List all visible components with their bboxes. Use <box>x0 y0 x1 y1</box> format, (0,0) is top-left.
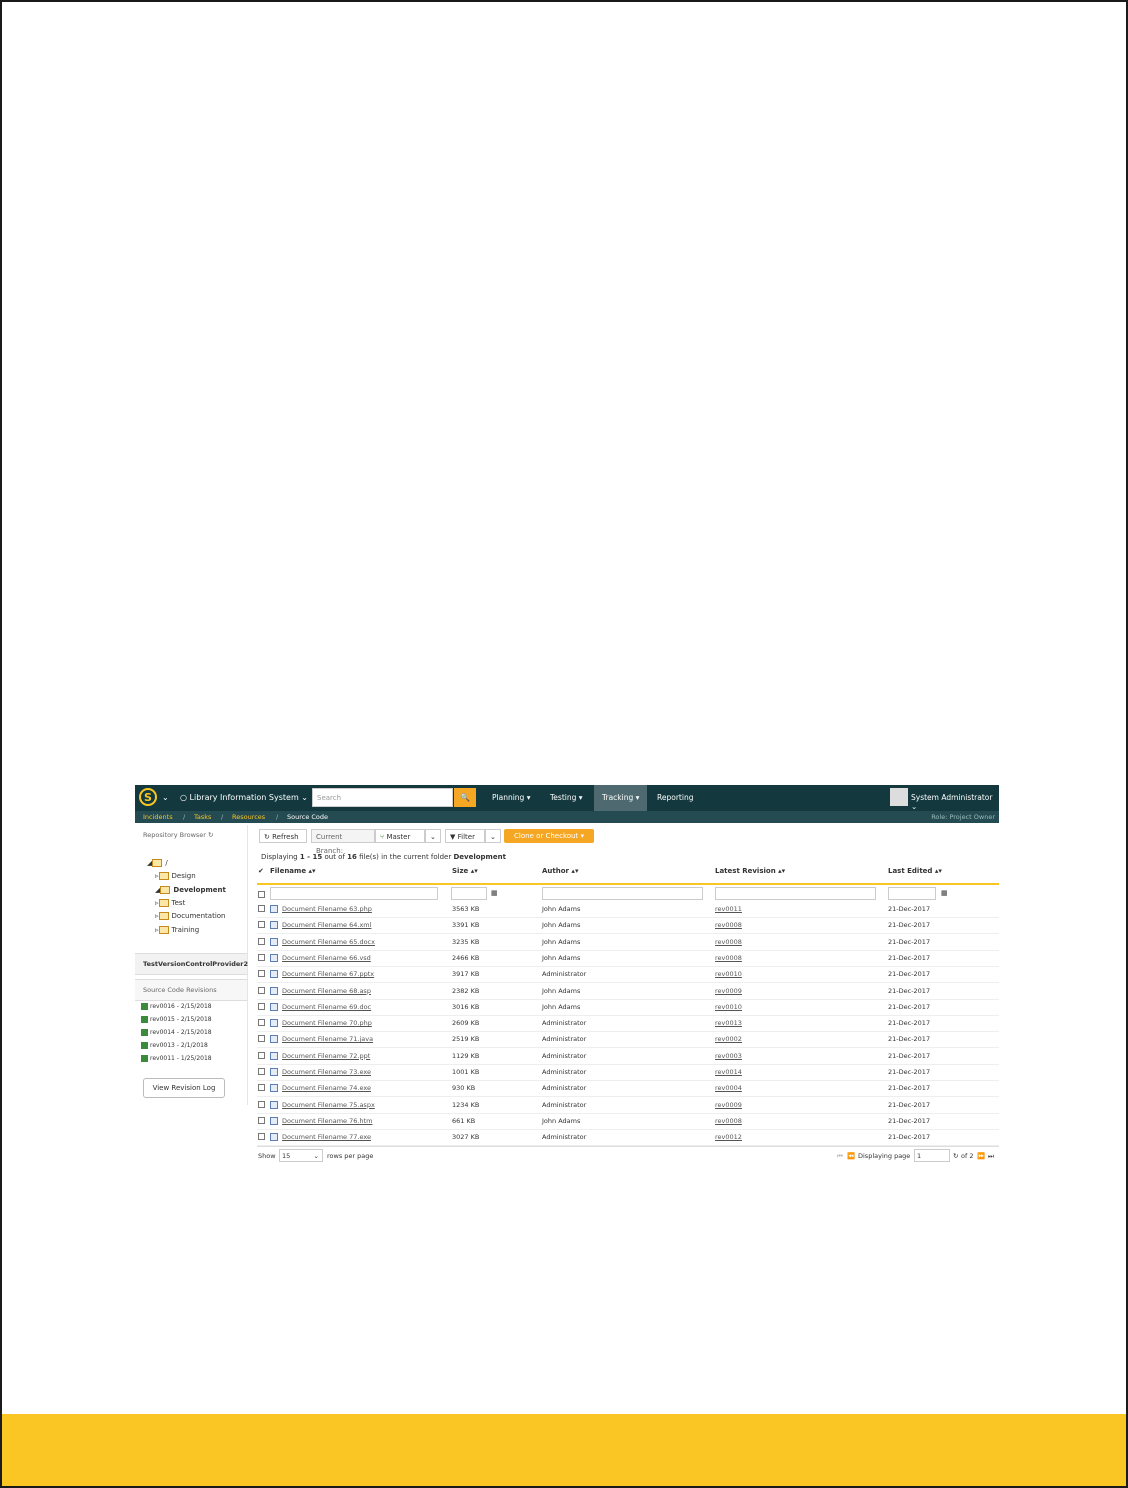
last-edited-date: 21-Dec-2017 <box>888 953 931 962</box>
filter-button[interactable]: ▼ Filter <box>445 829 485 843</box>
last-page-icon[interactable]: ⏭ <box>988 1152 994 1160</box>
revision-icon <box>141 1042 148 1049</box>
user-menu[interactable]: System Administrator ⌄ <box>911 793 993 811</box>
branch-icon: ⑂ <box>380 833 385 841</box>
page-number-input[interactable]: 1 <box>914 1149 950 1162</box>
row-checkbox[interactable] <box>258 1052 265 1059</box>
revision-icon <box>141 1029 148 1036</box>
file-size: 2519 KB <box>452 1035 480 1044</box>
row-checkbox[interactable] <box>258 1084 265 1091</box>
folder-icon <box>159 926 169 934</box>
table-row <box>257 1048 999 1065</box>
revision-link[interactable]: rev0004 <box>715 1084 742 1093</box>
file-author: John Adams <box>542 937 581 946</box>
folder-icon <box>159 899 169 907</box>
file-author: Administrator <box>542 1084 587 1093</box>
breadcrumb-resources[interactable]: Resources <box>232 813 266 821</box>
file-author: John Adams <box>542 953 581 962</box>
file-author: Administrator <box>542 1133 587 1142</box>
revision-link[interactable]: rev0008 <box>715 1116 742 1125</box>
last-edited-date: 21-Dec-2017 <box>888 1084 931 1093</box>
filename-link[interactable]: Document Filename 70.php <box>282 1019 372 1028</box>
table-row <box>257 917 999 934</box>
file-type-icon <box>270 954 278 962</box>
app-screenshot <box>135 785 999 1170</box>
filename-link[interactable]: Document Filename 65.docx <box>282 937 375 946</box>
rows-per-page-select[interactable]: 15 ⌄ <box>279 1149 323 1162</box>
file-size: 3917 KB <box>452 970 480 979</box>
filename-link[interactable]: Document Filename 67.pptx <box>282 970 375 979</box>
filename-link[interactable]: Document Filename 74.exe <box>282 1084 371 1093</box>
file-size: 1234 KB <box>452 1100 480 1109</box>
revisions-title: Source Code Revisions <box>143 986 217 994</box>
row-checkbox[interactable] <box>258 954 265 961</box>
size-filter-input[interactable] <box>451 887 487 900</box>
breadcrumb-incidents[interactable]: Incidents <box>143 813 173 821</box>
revision-link[interactable]: rev0010 <box>715 970 742 979</box>
tree-folder-test[interactable]: ▹ Test <box>155 899 186 907</box>
file-type-icon <box>270 1084 278 1092</box>
table-row <box>257 966 999 983</box>
file-author: John Adams <box>542 1002 581 1011</box>
tree-folder-design[interactable]: ▹ Design <box>155 872 196 880</box>
display-message: Displaying 1 - 15 out of 16 file(s) in the current folder Development <box>261 853 506 861</box>
revision-link[interactable]: rev0009 <box>715 986 742 995</box>
file-type-icon <box>270 987 278 995</box>
chevron-down-icon: ⌄ <box>313 1152 319 1160</box>
file-type-icon <box>270 1133 278 1141</box>
folder-open-icon <box>160 886 170 894</box>
filter-row <box>257 883 999 903</box>
file-type-icon <box>270 921 278 929</box>
first-page-icon[interactable]: ⏮ <box>837 1152 843 1160</box>
file-size: 1001 KB <box>452 1068 480 1076</box>
revision-icon <box>141 1003 148 1010</box>
filename-link[interactable]: Document Filename 72.ppt <box>282 1051 371 1060</box>
filename-link[interactable]: Document Filename 68.asp <box>282 986 371 995</box>
row-checkbox[interactable] <box>258 987 265 994</box>
avatar[interactable] <box>890 788 908 806</box>
filename-link[interactable]: Document Filename 75.aspx <box>282 1100 375 1109</box>
displaying-page-label: Displaying page <box>858 1152 911 1160</box>
filename-link[interactable]: Document Filename 77.exe <box>282 1133 371 1142</box>
last-edited-date: 21-Dec-2017 <box>888 1019 931 1028</box>
file-author: John Adams <box>542 921 581 930</box>
table-row <box>257 934 999 951</box>
table-row <box>257 1064 999 1081</box>
chevron-down-icon[interactable]: ⌄ <box>162 793 169 802</box>
revision-link[interactable]: rev0009 <box>715 1100 742 1109</box>
file-type-icon <box>270 905 278 913</box>
provider-name: TestVersionControlProvider2 <box>143 960 248 968</box>
column-header-latest-revision[interactable]: Latest Revision ▴▾ <box>715 867 786 875</box>
table-row <box>257 983 999 1000</box>
last-edited-date: 21-Dec-2017 <box>888 1100 931 1109</box>
folder-icon <box>159 872 169 880</box>
revision-icon <box>141 1016 148 1023</box>
table-row <box>257 1113 999 1130</box>
last-edited-date: 21-Dec-2017 <box>888 921 931 930</box>
calculator-icon[interactable]: ▦ <box>491 889 498 897</box>
last-edited-date: 21-Dec-2017 <box>888 1002 931 1011</box>
file-size: 3563 KB <box>452 905 480 913</box>
revision-item[interactable]: rev0011 - 1/25/2018 <box>141 1055 212 1062</box>
filename-filter-input[interactable] <box>270 887 438 900</box>
file-author: John Adams <box>542 986 581 995</box>
file-size: 3235 KB <box>452 937 480 946</box>
filename-link[interactable]: Document Filename 69.doc <box>282 1002 372 1011</box>
spira-logo-icon[interactable]: S <box>139 788 157 806</box>
file-size: 3016 KB <box>452 1002 480 1011</box>
revision-link[interactable]: rev0013 <box>715 1019 742 1028</box>
revisions-header <box>135 979 247 1001</box>
branch-selector[interactable]: ⑂ Master <box>375 829 425 843</box>
table-row <box>257 950 999 967</box>
file-size: 2609 KB <box>452 1019 480 1028</box>
file-size: 930 KB <box>452 1084 476 1093</box>
author-filter-input[interactable] <box>542 887 703 900</box>
tree-folder-training[interactable]: ▹ Training <box>155 926 200 934</box>
row-checkbox[interactable] <box>258 921 265 928</box>
column-header-filename[interactable]: Filename ▴▾ <box>270 867 316 875</box>
clone-or-checkout-button[interactable]: Clone or Checkout ▾ <box>504 829 594 843</box>
breadcrumb-tasks[interactable]: Tasks <box>194 813 212 821</box>
last-edited-date: 21-Dec-2017 <box>888 1116 931 1125</box>
filename-link[interactable]: Document Filename 73.exe <box>282 1068 371 1076</box>
breadcrumb: Incidents / Tasks / Resources / Source Code Role: Project Owner <box>135 811 999 823</box>
file-type-icon <box>270 1101 278 1109</box>
file-size: 2382 KB <box>452 986 480 995</box>
revision-link[interactable]: rev0008 <box>715 937 742 946</box>
revision-item[interactable]: rev0013 - 2/1/2018 <box>141 1042 208 1049</box>
revision-item[interactable]: rev0016 - 2/15/2018 <box>141 1003 212 1010</box>
filter-dropdown-button[interactable]: ⌄ <box>485 829 501 843</box>
file-author: Administrator <box>542 970 587 979</box>
yellow-footer-band <box>2 1414 1126 1486</box>
revision-link[interactable]: rev0010 <box>715 1002 742 1011</box>
file-type-icon <box>270 1019 278 1027</box>
refresh-page-icon[interactable]: ↻ <box>953 1152 959 1160</box>
file-author: Administrator <box>542 1068 587 1076</box>
nav-reporting[interactable]: Reporting <box>657 793 694 802</box>
filename-link[interactable]: Document Filename 76.htm <box>282 1116 373 1125</box>
file-author: Administrator <box>542 1051 587 1060</box>
project-selector[interactable]: ○ Library Information System ⌄ <box>180 793 308 802</box>
tree-folder-development[interactable]: ◢ Development <box>155 886 226 894</box>
last-edited-date: 21-Dec-2017 <box>888 937 931 946</box>
search-input[interactable]: Search <box>312 788 453 807</box>
file-type-icon <box>270 970 278 978</box>
repository-browser-title: Repository Browser ↻ <box>143 831 214 839</box>
calendar-icon[interactable]: ▦ <box>941 889 948 897</box>
nav-testing[interactable]: Testing ▾ <box>550 793 583 802</box>
file-author: John Adams <box>542 1116 581 1125</box>
prev-page-icon[interactable]: ⏪ <box>847 1152 856 1160</box>
nav-planning[interactable]: Planning ▾ <box>492 793 531 802</box>
repository-sidebar <box>135 825 248 1105</box>
file-type-icon <box>270 1035 278 1043</box>
page-count-label: of 2 <box>961 1152 974 1160</box>
date-filter-input[interactable] <box>888 887 936 900</box>
row-checkbox[interactable] <box>258 1133 265 1140</box>
row-checkbox[interactable] <box>258 1101 265 1108</box>
last-edited-date: 21-Dec-2017 <box>888 986 931 995</box>
select-all-check-icon[interactable]: ✔ <box>258 867 264 875</box>
pagination-bar <box>257 1146 999 1165</box>
row-checkbox[interactable] <box>258 1068 265 1075</box>
nav-tracking[interactable]: Tracking ▾ <box>594 785 647 811</box>
file-size: 3391 KB <box>452 921 480 930</box>
table-row <box>257 901 999 918</box>
row-checkbox[interactable] <box>258 1035 265 1042</box>
table-row <box>257 999 999 1016</box>
rows-per-page-label: rows per page <box>327 1152 374 1160</box>
tree-root[interactable]: ◢ / <box>147 859 168 867</box>
file-author: Administrator <box>542 1019 587 1028</box>
revision-link[interactable]: rev0008 <box>715 953 742 962</box>
file-type-icon <box>270 1117 278 1125</box>
file-author: John Adams <box>542 905 581 913</box>
revision-link[interactable]: rev0012 <box>715 1133 742 1142</box>
branch-dropdown-button[interactable]: ⌄ <box>425 829 441 843</box>
next-page-icon[interactable]: ⏩ <box>977 1152 986 1160</box>
table-row <box>257 1097 999 1114</box>
file-author: Administrator <box>542 1100 587 1109</box>
select-all-checkbox[interactable] <box>258 891 265 898</box>
file-author: Administrator <box>542 1035 587 1044</box>
last-edited-date: 21-Dec-2017 <box>888 1068 931 1076</box>
filename-link[interactable]: Document Filename 66.vsd <box>282 953 371 962</box>
row-checkbox[interactable] <box>258 1003 265 1010</box>
folder-icon <box>159 912 169 920</box>
tree-folder-documentation[interactable]: ▹ Documentation <box>155 912 226 920</box>
last-edited-date: 21-Dec-2017 <box>888 905 931 913</box>
revision-link[interactable]: rev0008 <box>715 921 742 930</box>
search-icon[interactable]: 🔍 <box>454 788 476 807</box>
row-checkbox[interactable] <box>258 1019 265 1026</box>
breadcrumb-source-code: Source Code <box>287 813 329 821</box>
file-type-icon <box>270 938 278 946</box>
table-row <box>257 1129 999 1146</box>
revision-link[interactable]: rev0003 <box>715 1051 742 1060</box>
filename-link[interactable]: Document Filename 63.php <box>282 905 372 913</box>
last-edited-date: 21-Dec-2017 <box>888 1133 931 1142</box>
file-type-icon <box>270 1052 278 1060</box>
revision-icon <box>141 1055 148 1062</box>
row-checkbox[interactable] <box>258 970 265 977</box>
row-checkbox[interactable] <box>258 1117 265 1124</box>
revision-link[interactable]: rev0014 <box>715 1068 742 1076</box>
row-checkbox[interactable] <box>258 905 265 912</box>
revision-item[interactable]: rev0015 - 2/15/2018 <box>141 1016 212 1023</box>
column-header-last-edited[interactable]: Last Edited ▴▾ <box>888 867 942 875</box>
last-edited-date: 21-Dec-2017 <box>888 1035 931 1044</box>
show-label: Show <box>258 1152 276 1160</box>
revision-filter-input[interactable] <box>715 887 876 900</box>
column-header-size[interactable]: Size ▴▾ <box>452 867 478 875</box>
file-size: 661 KB <box>452 1116 476 1125</box>
filename-link[interactable]: Document Filename 64.xml <box>282 921 372 930</box>
file-size: 1129 KB <box>452 1051 480 1060</box>
table-row <box>257 1031 999 1048</box>
view-revision-log-button[interactable]: View Revision Log <box>143 1078 225 1098</box>
top-navigation-bar <box>135 785 999 811</box>
last-edited-date: 21-Dec-2017 <box>888 1051 931 1060</box>
provider-box <box>135 953 247 975</box>
table-row <box>257 1015 999 1032</box>
file-type-icon <box>270 1003 278 1011</box>
file-size: 2466 KB <box>452 953 480 962</box>
last-edited-date: 21-Dec-2017 <box>888 970 931 979</box>
column-header-author[interactable]: Author ▴▾ <box>542 867 579 875</box>
filename-link[interactable]: Document Filename 71.java <box>282 1035 374 1044</box>
revision-link[interactable]: rev0002 <box>715 1035 742 1044</box>
revision-link[interactable]: rev0011 <box>715 905 742 913</box>
row-checkbox[interactable] <box>258 938 265 945</box>
file-type-icon <box>270 1068 278 1076</box>
file-size: 3027 KB <box>452 1133 480 1142</box>
refresh-button[interactable]: ↻ Refresh <box>259 829 307 843</box>
table-row <box>257 1080 999 1097</box>
revision-item[interactable]: rev0014 - 2/15/2018 <box>141 1029 212 1036</box>
folder-open-icon <box>152 859 162 867</box>
current-branch-label: Current Branch: <box>311 829 375 843</box>
role-label: Role: Project Owner <box>931 813 995 821</box>
